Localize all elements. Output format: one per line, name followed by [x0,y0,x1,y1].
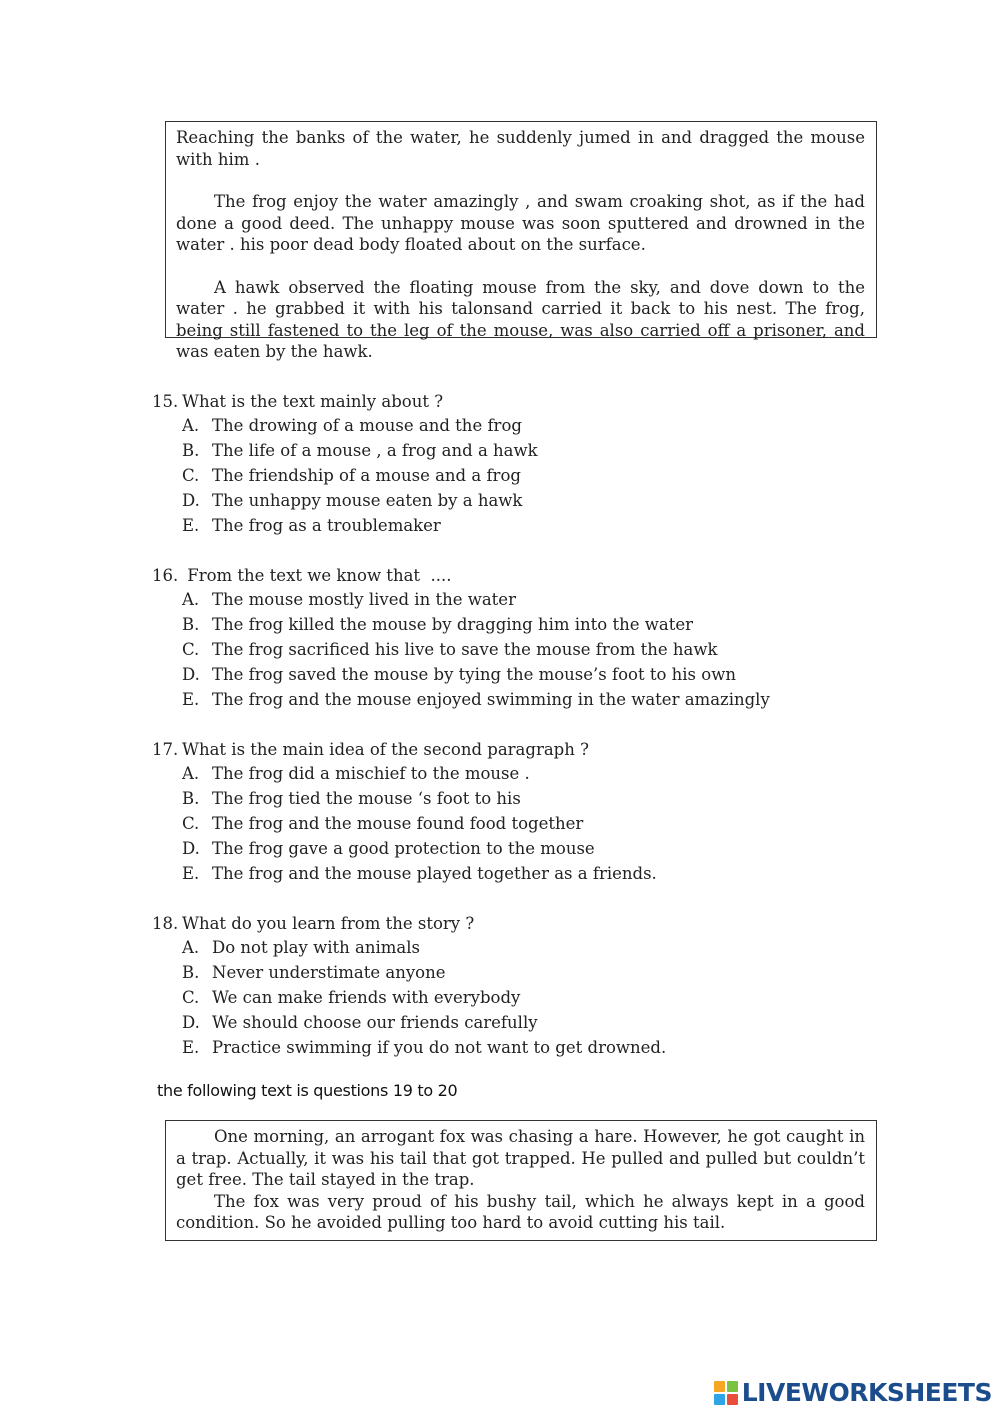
story-paragraph-1: Reaching the banks of the water, he suddenly jumed in and dragged the mouse with him . [176,128,865,169]
liveworksheets-logo-icon [714,1381,738,1405]
option-text: The frog did a mischief to the mouse . [212,764,530,783]
question-stem [152,389,852,414]
option-letter: E. [182,515,200,535]
fox-story-text-box [165,1120,877,1241]
option-letter: A. [182,938,200,957]
option-text: The unhappy mouse eaten by a hawk [212,490,523,510]
answer-option-a[interactable] [182,762,852,787]
option-letter: A. [182,764,200,783]
option-letter: E. [182,863,200,883]
answer-option-e[interactable] [182,688,852,713]
question-18 [152,911,852,1060]
option-text: The frog as a troublemaker [212,515,441,535]
option-text: Practice swimming if you do not want to get drowned. [212,1037,667,1057]
option-letter: E. [182,689,200,709]
option-text: We should choose our friends carefully [212,1012,538,1032]
answer-option-c[interactable] [182,464,852,489]
story-text-box [165,121,877,361]
story-paragraph-2: The frog enjoy the water amazingly , and swam croaking shot, as if the had done a good deed. The unhappy mouse was soon sputtered and drowned in the water . his poor dead body floated about on the surface. [176,192,865,254]
question-text: What is the text mainly about ? [182,392,444,411]
answer-option-c[interactable] [182,986,852,1011]
answer-option-e[interactable] [182,1036,852,1061]
question-text: What do you learn from the story ? [182,914,475,933]
question-stem [152,911,852,936]
option-letter: B. [182,962,200,982]
option-letter: D. [182,664,200,684]
option-letter: C. [182,639,200,659]
question-16 [152,563,852,712]
question-text: From the text we know that .... [182,566,452,585]
question-number: 15. [152,392,179,411]
answer-option-d[interactable] [182,489,852,514]
option-text: The frog sacrificed his live to save the mouse from the hawk [212,639,718,659]
question-stem [152,737,852,762]
option-text: The frog saved the mouse by tying the mouse’s foot to his own [212,664,736,684]
option-letter: A. [182,416,200,435]
logo-tile [714,1394,725,1405]
fox-paragraph-2: The fox was very proud of his bushy tail, which he always kept in a good condition. So he avoided pulling too hard to avoid cutting his tail. [176,1191,865,1232]
option-text: We can make friends with everybody [212,987,521,1007]
option-text: The frog and the mouse enjoyed swimming in the water amazingly [212,689,770,709]
option-letter: A. [182,590,200,609]
answer-option-b[interactable] [182,961,852,986]
question-text: What is the main idea of the second paragraph ? [182,740,589,759]
option-text: The mouse mostly lived in the water [212,590,516,609]
answer-option-a[interactable] [182,588,852,613]
option-text: The friendship of a mouse and a frog [212,465,521,485]
section-heading: the following text is questions 19 to 20 [157,1081,458,1100]
option-letter: B. [182,788,200,808]
answer-option-e[interactable] [182,862,852,887]
question-stem [152,563,852,588]
option-text: The frog killed the mouse by dragging him into the water [212,614,693,634]
option-letter: D. [182,838,200,858]
option-letter: B. [182,440,200,460]
fox-paragraph-1: One morning, an arrogant fox was chasing a hare. However, he got caught in a trap. Actually, it was his tail that got trapped. He pulled and pulled but couldn’t get free. The tail stayed in the trap. [176,1127,865,1189]
question-number: 16. [152,566,179,585]
question-15 [152,389,852,538]
option-text: Do not play with animals [212,938,420,957]
brand-name: LIVEWORKSHEETS [741,1378,992,1407]
logo-tile [714,1381,725,1392]
option-text: The frog and the mouse found food together [212,813,584,833]
question-17 [152,737,852,886]
answer-option-a[interactable] [182,414,852,439]
answer-option-c[interactable] [182,812,852,837]
answer-option-b[interactable] [182,613,852,638]
liveworksheets-brand[interactable] [714,1378,992,1408]
answer-option-d[interactable] [182,663,852,688]
option-letter: C. [182,465,200,485]
option-text: The life of a mouse , a frog and a hawk [212,440,538,460]
question-number: 17. [152,740,179,759]
option-letter: B. [182,614,200,634]
logo-tile [727,1394,738,1405]
option-letter: D. [182,1012,200,1032]
option-text: The frog and the mouse played together as a friends. [212,863,657,883]
answer-option-c[interactable] [182,638,852,663]
option-letter: E. [182,1037,200,1057]
answer-option-e[interactable] [182,514,852,539]
option-letter: C. [182,813,200,833]
option-text: The frog tied the mouse ‘s foot to his [212,788,521,808]
option-text: Never understimate anyone [212,962,446,982]
answer-option-a[interactable] [182,936,852,961]
answer-option-d[interactable] [182,837,852,862]
answer-option-b[interactable] [182,787,852,812]
option-letter: C. [182,987,200,1007]
option-text: The drowing of a mouse and the frog [212,416,522,435]
option-text: The frog gave a good protection to the mouse [212,838,595,858]
answer-option-b[interactable] [182,439,852,464]
story-paragraph-3: A hawk observed the floating mouse from the sky, and dove down to the water . he grabbed it with his talonsand carried it back to his nest. The frog, being still fastened to the leg of the mouse, was also carried off a prisoner, and was eaten by the hawk. [176,277,865,361]
question-number: 18. [152,914,179,933]
answer-option-d[interactable] [182,1011,852,1036]
logo-tile [727,1381,738,1392]
option-letter: D. [182,490,200,510]
